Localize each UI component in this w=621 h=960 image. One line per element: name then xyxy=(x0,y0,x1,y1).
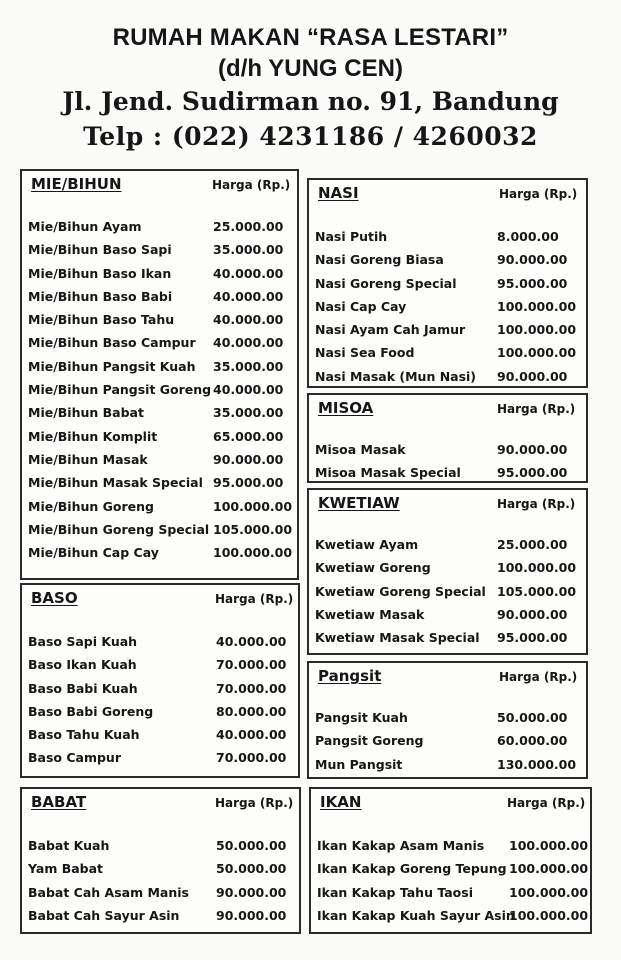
menu-item-row xyxy=(28,355,291,378)
menu-item-name: Kwetiaw Goreng xyxy=(315,560,431,576)
section-title: MIE/BIHUN xyxy=(31,175,122,193)
menu-item-name: Nasi Putih xyxy=(315,229,388,244)
menu-item-row xyxy=(315,753,580,776)
section-baso xyxy=(20,583,300,778)
menu-item-row xyxy=(28,215,291,238)
menu-item-row xyxy=(28,471,291,494)
menu-item-row xyxy=(315,533,580,556)
menu-item-row xyxy=(315,626,580,649)
menu-item-name: Mie/Bihun Baso Campur xyxy=(28,335,196,351)
menu-item-price: 95.000.00 xyxy=(497,275,568,291)
menu-item-price: 90.000.00 xyxy=(216,907,287,923)
section-title: NASI xyxy=(318,184,359,202)
price-header: Harga (Rp.) xyxy=(499,670,578,684)
menu-item-name: Mie/Bihun Masak Special xyxy=(28,475,203,491)
price-header: Harga (Rp.) xyxy=(212,178,291,192)
section-title: IKAN xyxy=(320,793,362,811)
menu-item-price: 105.000.00 xyxy=(497,583,577,599)
menu-item-price: 40.000.00 xyxy=(213,335,284,351)
menu-item-price: 95.000.00 xyxy=(497,630,568,646)
menu-item-price: 100.000.00 xyxy=(497,345,577,361)
menu-item-price: 40.000.00 xyxy=(213,265,284,281)
menu-item-price: 100.000.00 xyxy=(497,322,577,338)
menu-item-name: Mie/Bihun Goreng xyxy=(28,498,154,514)
section-mie-bihun xyxy=(20,169,299,580)
menu-item-row xyxy=(28,700,292,723)
menu-item-row xyxy=(315,248,580,271)
menu-item-name: Mie/Bihun Ayam xyxy=(28,219,142,234)
menu-item-row xyxy=(317,857,589,880)
item-list xyxy=(317,834,589,927)
item-list xyxy=(28,834,293,927)
menu-item-price: 90.000.00 xyxy=(497,442,568,457)
item-list xyxy=(315,706,580,776)
menu-item-name: Baso Tahu Kuah xyxy=(28,727,140,743)
section-title: MISOA xyxy=(318,399,374,417)
menu-item-price: 25.000.00 xyxy=(213,219,284,234)
menu-item-price: 35.000.00 xyxy=(213,358,284,374)
item-list xyxy=(315,533,580,649)
menu-item-price: 50.000.00 xyxy=(497,710,568,725)
menu-item-name: Ikan Kakap Goreng Tepung xyxy=(317,861,507,877)
menu-item-row xyxy=(28,904,293,927)
menu-item-name: Mie/Bihun Baso Tahu xyxy=(28,312,175,328)
menu-item-price: 70.000.00 xyxy=(216,657,287,673)
menu-item-name: Kwetiaw Ayam xyxy=(315,537,419,552)
section-nasi xyxy=(307,178,588,388)
menu-item-name: Nasi Masak (Mun Nasi) xyxy=(315,368,477,384)
menu-item-name: Nasi Cap Cay xyxy=(315,298,407,314)
menu-item-name: Mie/Bihun Cap Cay xyxy=(28,545,159,561)
menu-item-name: Yam Babat xyxy=(28,861,104,877)
menu-item-row xyxy=(315,603,580,626)
section-title: BASO xyxy=(31,589,78,607)
section-title: KWETIAW xyxy=(318,494,400,512)
menu-item-price: 35.000.00 xyxy=(213,242,284,258)
section-title: Pangsit xyxy=(318,667,382,685)
menu-item-name: Kwetiaw Masak xyxy=(315,606,425,622)
menu-item-row xyxy=(28,677,292,700)
section-title: BABAT xyxy=(31,793,87,811)
menu-item-row xyxy=(28,881,293,904)
item-list xyxy=(28,215,291,564)
menu-item-name: Baso Babi Goreng xyxy=(28,703,154,719)
menu-item-name: Baso Campur xyxy=(28,750,121,766)
menu-item-name: Mie/Bihun Pangsit Goreng xyxy=(28,382,212,398)
menu-item-row xyxy=(28,331,291,354)
menu-item-price: 50.000.00 xyxy=(216,838,287,853)
menu-item-row xyxy=(28,518,291,541)
menu-item-name: Baso Ikan Kuah xyxy=(28,657,137,673)
menu-item-name: Mie/Bihun Baso Babi xyxy=(28,288,173,304)
menu-item-row xyxy=(28,262,291,285)
menu-item-row xyxy=(315,365,580,388)
menu-item-price: 100.000.00 xyxy=(509,907,589,923)
menu-item-price: 25.000.00 xyxy=(497,537,568,552)
menu-item-price: 60.000.00 xyxy=(497,733,568,749)
menu-item-row xyxy=(28,401,291,424)
menu-item-row xyxy=(28,857,293,880)
menu-item-row xyxy=(315,580,580,603)
menu-item-price: 105.000.00 xyxy=(213,521,293,537)
menu-item-row xyxy=(28,425,291,448)
price-header: Harga (Rp.) xyxy=(497,497,576,511)
menu-item-price: 100.000.00 xyxy=(509,838,589,853)
menu-item-row xyxy=(315,225,580,248)
menu-item-name: Babat Cah Sayur Asin xyxy=(28,907,180,923)
menu-item-price: 100.000.00 xyxy=(497,298,577,314)
menu-header xyxy=(0,22,621,154)
section-pangsit xyxy=(307,661,588,779)
item-list xyxy=(315,225,580,388)
menu-item-row xyxy=(315,341,580,364)
menu-item-price: 100.000.00 xyxy=(509,884,589,900)
menu-item-row xyxy=(317,881,589,904)
section-ikan xyxy=(309,787,592,934)
menu-item-name: Misoa Masak xyxy=(315,442,406,457)
menu-item-price: 40.000.00 xyxy=(216,727,287,743)
menu-item-price: 35.000.00 xyxy=(213,405,284,421)
menu-item-price: 90.000.00 xyxy=(497,606,568,622)
restaurant-name: RUMAH MAKAN “RASA LESTARI” xyxy=(112,24,509,51)
menu-item-row xyxy=(28,834,293,857)
menu-item-price: 40.000.00 xyxy=(216,634,287,649)
menu-item-row xyxy=(317,834,589,857)
price-header: Harga (Rp.) xyxy=(497,402,576,416)
menu-item-row xyxy=(28,378,291,401)
menu-item-row xyxy=(28,746,292,769)
menu-item-name: Misoa Masak Special xyxy=(315,465,461,481)
menu-item-price: 40.000.00 xyxy=(213,288,284,304)
menu-item-price: 95.000.00 xyxy=(213,475,284,491)
item-list xyxy=(315,438,580,485)
menu-item-name: Mie/Bihun Masak xyxy=(28,451,148,467)
menu-item-price: 100.000.00 xyxy=(497,560,577,576)
menu-item-row xyxy=(315,295,580,318)
item-list xyxy=(28,630,292,770)
menu-item-row xyxy=(28,495,291,518)
menu-item-price: 90.000.00 xyxy=(497,252,568,268)
menu-item-name: Nasi Ayam Cah Jamur xyxy=(315,322,466,338)
menu-item-price: 100.000.00 xyxy=(213,545,293,561)
menu-item-row xyxy=(28,630,292,653)
price-header: Harga (Rp.) xyxy=(215,592,294,606)
menu-item-name: Mie/Bihun Pangsit Kuah xyxy=(28,358,196,374)
menu-item-name: Mun Pangsit xyxy=(315,756,403,772)
menu-item-name: Pangsit Goreng xyxy=(315,733,424,749)
menu-item-name: Kwetiaw Masak Special xyxy=(315,630,480,646)
menu-item-name: Nasi Goreng Special xyxy=(315,275,457,291)
menu-item-name: Babat Kuah xyxy=(28,838,110,853)
menu-item-row xyxy=(317,904,589,927)
menu-item-price: 90.000.00 xyxy=(216,884,287,900)
menu-item-name: Nasi Goreng Biasa xyxy=(315,252,444,268)
menu-item-name: Mie/Bihun Baso Ikan xyxy=(28,265,172,281)
price-header: Harga (Rp.) xyxy=(215,796,294,810)
menu-item-price: 50.000.00 xyxy=(216,861,287,877)
menu-item-price: 70.000.00 xyxy=(216,680,287,696)
menu-item-name: Mie/Bihun Komplit xyxy=(28,428,158,444)
menu-item-row xyxy=(315,556,580,579)
section-babat xyxy=(20,787,301,934)
menu-item-price: 90.000.00 xyxy=(213,451,284,467)
menu-item-price: 90.000.00 xyxy=(497,368,568,384)
menu-item-price: 8.000.00 xyxy=(497,229,559,244)
menu-item-name: Mie/Bihun Goreng Special xyxy=(28,521,210,537)
menu-item-row xyxy=(315,729,580,752)
menu-item-row xyxy=(28,723,292,746)
menu-item-name: Ikan Kakap Kuah Sayur Asin xyxy=(317,907,515,923)
menu-item-name: Babat Cah Asam Manis xyxy=(28,884,189,900)
menu-item-name: Baso Babi Kuah xyxy=(28,680,138,696)
menu-item-price: 95.000.00 xyxy=(497,465,568,481)
menu-item-name: Pangsit Kuah xyxy=(315,710,408,725)
menu-item-row xyxy=(315,461,580,484)
menu-item-price: 70.000.00 xyxy=(216,750,287,766)
menu-item-row xyxy=(28,653,292,676)
menu-item-name: Mie/Bihun Babat xyxy=(28,405,144,421)
menu-item-row xyxy=(28,541,291,564)
menu-item-name: Mie/Bihun Baso Sapi xyxy=(28,242,172,258)
menu-item-name: Kwetiaw Goreng Special xyxy=(315,583,486,599)
menu-item-row xyxy=(28,308,291,331)
restaurant-address: Jl. Jend. Sudirman no. 91, Bandung xyxy=(62,87,559,116)
menu-item-name: Nasi Sea Food xyxy=(315,345,415,361)
menu-item-row xyxy=(315,272,580,295)
menu-item-name: Ikan Kakap Asam Manis xyxy=(317,838,485,853)
menu-item-price: 130.000.00 xyxy=(497,756,577,772)
menu-item-price: 80.000.00 xyxy=(216,703,287,719)
menu-item-price: 100.000.00 xyxy=(509,861,589,877)
restaurant-phone: Telp : (022) 4231186 / 4260032 xyxy=(83,122,538,151)
menu-item-name: Ikan Kakap Tahu Taosi xyxy=(317,884,473,900)
menu-item-price: 65.000.00 xyxy=(213,428,284,444)
menu-item-row xyxy=(28,285,291,308)
section-kwetiaw xyxy=(307,488,588,655)
price-header: Harga (Rp.) xyxy=(507,796,586,810)
menu-item-row xyxy=(315,706,580,729)
menu-item-price: 40.000.00 xyxy=(213,382,284,398)
menu-item-price: 40.000.00 xyxy=(213,312,284,328)
menu-item-row xyxy=(315,318,580,341)
price-header: Harga (Rp.) xyxy=(499,187,578,201)
section-misoa xyxy=(307,393,588,483)
menu-item-row xyxy=(28,238,291,261)
restaurant-former-name: (d/h YUNG CEN) xyxy=(218,55,403,82)
menu-item-name: Baso Sapi Kuah xyxy=(28,634,138,649)
menu-item-price: 100.000.00 xyxy=(213,498,293,514)
menu-item-row xyxy=(315,438,580,461)
menu-item-row xyxy=(28,448,291,471)
